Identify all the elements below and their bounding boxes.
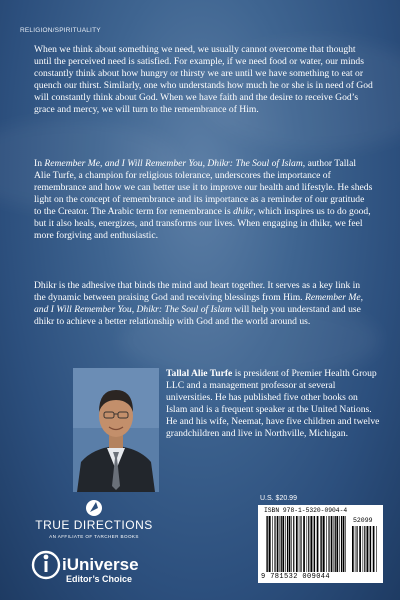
- barcode-number: 9 781532 009044: [261, 573, 331, 581]
- price-code: 52099: [353, 517, 373, 524]
- barcode-bar: [296, 516, 298, 572]
- barcode-bar: [317, 516, 319, 572]
- barcode-bar: [282, 516, 284, 572]
- barcode-bar: [335, 516, 336, 572]
- barcode-bar: [289, 516, 291, 572]
- barcode-bar: [285, 516, 286, 572]
- barcode: [258, 505, 383, 583]
- author-bio-text: is president of Premier Health Group LLC and a management professor at several universities. He has published five other books on Islam and is a frequent speaker at the United Nations. He and his wife, Neemat, have five children and twelve grandchildren and live in Northville, Michigan.: [166, 368, 380, 439]
- barcode-bar: [303, 516, 305, 572]
- barcode-bar: [266, 516, 267, 572]
- barcode-bar: [310, 516, 312, 572]
- editors-choice-badge: Editor’s Choice: [66, 574, 133, 584]
- barcode-addon-bars: [352, 526, 378, 572]
- barcode-bar: [357, 526, 358, 572]
- barcode-bar: [345, 516, 346, 572]
- barcode-bar: [364, 526, 365, 572]
- barcode-bar: [307, 516, 308, 572]
- barcode-bar: [343, 516, 345, 572]
- author-portrait-image: [73, 368, 159, 492]
- author-name: Tallal Alie Turfe: [166, 368, 233, 379]
- barcode-bar: [293, 516, 294, 572]
- barcode-bar: [355, 526, 356, 572]
- barcode-bar: [373, 526, 375, 572]
- description-paragraph-3: [34, 280, 374, 328]
- text-span: will help you understand and use dhikr to achieve a better relationship with God and the world around us.: [34, 304, 361, 327]
- barcode-bar: [272, 516, 273, 572]
- barcode-bar: [328, 516, 329, 572]
- iuniverse-swirl-icon: [30, 544, 170, 586]
- barcode-bar: [376, 526, 377, 572]
- barcode-bar: [321, 516, 322, 572]
- barcode-bar: [287, 516, 288, 572]
- barcode-bar: [367, 526, 369, 572]
- barcode-bar: [369, 526, 370, 572]
- description-paragraph-1: When we think about something we need, we usually cannot overcome that thought until the perceived need is satisfied. For example, if we need food or water, our minds constantly think about how hungry or thirsty we are until we have something to eat or quench our thirst. Similarly, one who understands how much he or she is in need of God will constantly think about God. When we have faith and the desire to receive God’s grace and mercy, we will turn to the remembrance of Him.: [34, 44, 373, 115]
- price-label: U.S. $20.99: [260, 495, 297, 502]
- text-span: In: [34, 158, 45, 169]
- barcode-bar: [331, 516, 333, 572]
- book-title: Remember Me, and I Will Remember You, Dhikr: The Soul of Islam: [34, 292, 364, 315]
- description-paragraph-2: [34, 158, 374, 242]
- barcode-bar: [299, 516, 300, 572]
- barcode-bar: [352, 526, 354, 572]
- barcode-bar: [359, 526, 361, 572]
- iuniverse-logo: [30, 544, 170, 586]
- barcode-bar: [326, 516, 327, 572]
- dhikr-term: dhikr: [233, 206, 254, 217]
- barcode-bar: [320, 516, 321, 572]
- category-label: RELIGION/SPIRITUALITY: [20, 27, 101, 34]
- barcode-bar: [277, 516, 279, 572]
- barcode-bar: [291, 516, 292, 572]
- barcode-bar: [363, 526, 364, 572]
- barcode-bar: [300, 516, 301, 572]
- barcode-bars: [266, 516, 348, 572]
- barcode-bar: [323, 516, 325, 572]
- barcode-bar: [336, 516, 338, 572]
- barcode-bar: [334, 516, 335, 572]
- barcode-bar: [267, 516, 268, 572]
- text-span: Dhikr is the adhesive that binds the mind and heart together. It serves as a key link in the dynamic between praising God and receiving blessings from Him.: [34, 280, 361, 303]
- barcode-bar: [370, 526, 371, 572]
- barcode-bar: [314, 516, 315, 572]
- true-directions-logo: [24, 498, 164, 542]
- imprint-name: TRUE DIRECTIONS: [35, 518, 153, 532]
- barcode-bar: [341, 516, 342, 572]
- compass-icon: [24, 498, 164, 542]
- barcode-bar: [308, 516, 309, 572]
- barcode-bar: [269, 516, 271, 572]
- text-span: , which inspires us to do good, but it also heals, energizes, and transforms our lives. When engaging in dhikr, we feel more forgiving and enthusiastic.: [34, 206, 371, 241]
- barcode-bar: [281, 516, 282, 572]
- text-span: , author Tallal Alie Turfe, a champion for religious tolerance, underscores the importance of remembrance and how we can better use it to improve our health and lifestyle. He sheds light on the concept of remembrance and its importance as a reminder of our gratitude to the Creator. The Arabic term for remembrance is: [34, 158, 373, 217]
- barcode-bar: [339, 516, 340, 572]
- barcode-bar: [313, 516, 314, 572]
- brand-name: iUniverse: [62, 555, 139, 574]
- author-bio: [166, 368, 381, 440]
- book-title: Remember Me, and I Will Remember You, Dhikr: The Soul of Islam: [44, 158, 303, 169]
- barcode-bar: [280, 516, 281, 572]
- isbn-text: ISBN 978-1-5320-0904-4: [264, 507, 348, 514]
- imprint-tagline: AN AFFILIATE OF TARCHER BOOKS: [49, 534, 139, 539]
- barcode-bar: [274, 516, 275, 572]
- author-photo: [73, 368, 159, 492]
